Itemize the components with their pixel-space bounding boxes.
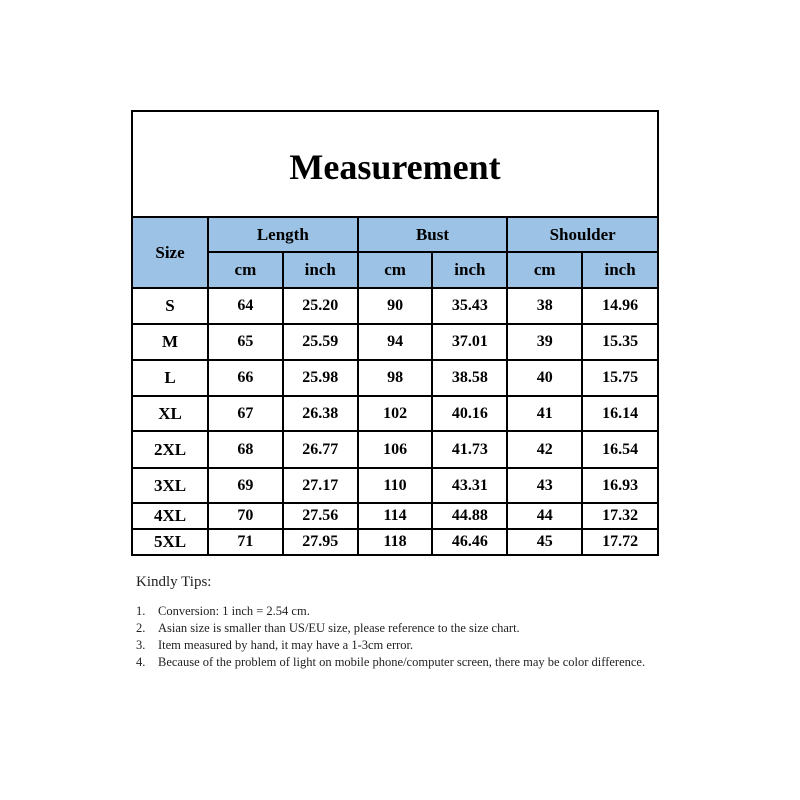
- value-cell: 38.58: [432, 360, 507, 396]
- value-cell: 27.95: [283, 529, 358, 554]
- table-row: [133, 324, 657, 360]
- tip-item: [136, 654, 676, 671]
- table-row: [133, 396, 657, 431]
- value-cell: 45: [507, 529, 582, 554]
- value-cell: 94: [358, 324, 433, 360]
- value-cell: 16.93: [582, 468, 657, 503]
- value-cell: 64: [208, 288, 283, 324]
- tip-number: 3.: [136, 638, 146, 652]
- kindly-tips: [136, 574, 676, 671]
- tips-list: [136, 603, 676, 671]
- size-cell: 5XL: [133, 529, 208, 554]
- value-cell: 90: [358, 288, 433, 324]
- value-cell: 43: [507, 468, 582, 503]
- value-cell: 41: [507, 396, 582, 431]
- size-cell: XL: [133, 396, 208, 431]
- table-row: [133, 468, 657, 503]
- value-cell: 27.56: [283, 503, 358, 529]
- value-cell: 102: [358, 396, 433, 431]
- value-cell: 25.59: [283, 324, 358, 360]
- value-cell: 17.32: [582, 503, 657, 529]
- value-cell: 25.20: [283, 288, 358, 324]
- value-cell: 16.54: [582, 431, 657, 468]
- unit-header: cm: [208, 252, 283, 288]
- unit-header: cm: [507, 252, 582, 288]
- size-cell: 2XL: [133, 431, 208, 468]
- value-cell: 106: [358, 431, 433, 468]
- size-cell: 3XL: [133, 468, 208, 503]
- value-cell: 114: [358, 503, 433, 529]
- value-cell: 118: [358, 529, 433, 554]
- size-cell: L: [133, 360, 208, 396]
- tip-text: Because of the problem of light on mobile phone/computer screen, there may be color difference.: [158, 655, 646, 669]
- unit-header: inch: [283, 252, 358, 288]
- bust-header: Bust: [358, 218, 508, 252]
- value-cell: 16.14: [582, 396, 657, 431]
- value-cell: 43.31: [432, 468, 507, 503]
- value-cell: 25.98: [283, 360, 358, 396]
- value-cell: 70: [208, 503, 283, 529]
- size-chart: [131, 110, 659, 556]
- size-cell: 4XL: [133, 503, 208, 529]
- value-cell: 68: [208, 431, 283, 468]
- tip-item: [136, 637, 676, 654]
- tip-text: Asian size is smaller than US/EU size, please reference to the size chart.: [158, 621, 520, 635]
- size-header: Size: [133, 218, 208, 288]
- value-cell: 98: [358, 360, 433, 396]
- table-row: [133, 431, 657, 468]
- value-cell: 40.16: [432, 396, 507, 431]
- value-cell: 38: [507, 288, 582, 324]
- value-cell: 15.75: [582, 360, 657, 396]
- value-cell: 71: [208, 529, 283, 554]
- tips-title: Kindly Tips:: [136, 574, 212, 590]
- value-cell: 46.46: [432, 529, 507, 554]
- value-cell: 37.01: [432, 324, 507, 360]
- value-cell: 67: [208, 396, 283, 431]
- value-cell: 17.72: [582, 529, 657, 554]
- value-cell: 41.73: [432, 431, 507, 468]
- value-cell: 65: [208, 324, 283, 360]
- tip-number: 1.: [136, 604, 146, 618]
- value-cell: 69: [208, 468, 283, 503]
- value-cell: 44.88: [432, 503, 507, 529]
- value-cell: 26.38: [283, 396, 358, 431]
- tip-number: 4.: [136, 655, 146, 669]
- table-row: [133, 360, 657, 396]
- table-body: [133, 288, 657, 554]
- size-cell: M: [133, 324, 208, 360]
- value-cell: 39: [507, 324, 582, 360]
- value-cell: 110: [358, 468, 433, 503]
- unit-header: inch: [582, 252, 657, 288]
- value-cell: 15.35: [582, 324, 657, 360]
- value-cell: 35.43: [432, 288, 507, 324]
- size-table: [133, 218, 657, 554]
- value-cell: 42: [507, 431, 582, 468]
- tip-item: [136, 603, 676, 620]
- length-header: Length: [208, 218, 358, 252]
- tip-text: Item measured by hand, it may have a 1-3cm error.: [158, 638, 414, 652]
- unit-header: inch: [432, 252, 507, 288]
- table-row: [133, 529, 657, 554]
- chart-title: Measurement: [133, 112, 657, 218]
- value-cell: 14.96: [582, 288, 657, 324]
- value-cell: 26.77: [283, 431, 358, 468]
- shoulder-header: Shoulder: [507, 218, 657, 252]
- value-cell: 44: [507, 503, 582, 529]
- value-cell: 40: [507, 360, 582, 396]
- unit-header: cm: [358, 252, 433, 288]
- table-row: [133, 503, 657, 529]
- tip-number: 2.: [136, 621, 146, 635]
- table-row: [133, 288, 657, 324]
- size-cell: S: [133, 288, 208, 324]
- tip-text: Conversion: 1 inch = 2.54 cm.: [158, 604, 310, 618]
- value-cell: 27.17: [283, 468, 358, 503]
- value-cell: 66: [208, 360, 283, 396]
- tip-item: [136, 620, 676, 637]
